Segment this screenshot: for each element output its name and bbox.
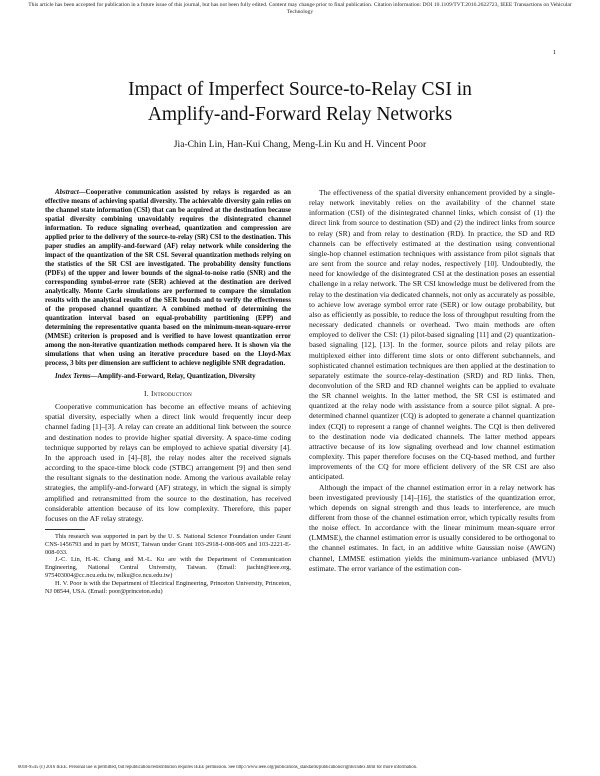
abstract-text: —Cooperative communication assisted by relays is regarded as an effective means of achieving spatial diversity. The achievable diversity gain relies on the channel state information (CSI) that can be acquired at the destination because spatial diversity combining unavoidably requires the disintegrated channel information. To reduce signaling overhead, quantization and compression are applied prior to the delivery of the source-to-relay (SR) CSI to the destination. This paper studies an amplify-and-forward (AF) relay network while considering the impact of the quantization of the SR CSI. Several quantization methods relying on the statistics of the SR CSI are investigated. The probability density functions (PDFs) of the upper and lower bounds of the signal-to-noise ratio (SNR) and the corresponding symbol-error rate (SER) achieved at the destination are derived analytically. Monte Carlo simulations are performed to compare the simulation results with the analytical results of the SER bounds and to verify the effectiveness of the proposed channel quantizer. A combined method of determining the quantization interval based on equal-probability partitioning (EPP) and determining the representative quanta based on the minimum-mean-square-error (MMSE) criterion is proposed and is verified to have lowest quantization error among the non-iterative quantization methods compared here. It is shown via the simulations that when using an iterative procedure based on the Lloyd-Max process, 3 bits per dimension are sufficient to achieve negligible SNR degradation. — [45, 189, 291, 367]
page-number: 1 — [552, 49, 556, 56]
section-number: I. — [144, 389, 149, 398]
index-terms-text: —Amplify-and-Forward, Relay, Quantization, Diversity — [90, 373, 256, 380]
right-column — [309, 188, 555, 574]
copyright-footer: 0018-9545 (c) 2016 IEEE. Personal use is permitted, but republication/redistribution requires IEEE permission. See http://www.ieee.org/publications_standards/publications/rights/index.html for more information. — [18, 765, 418, 770]
author-list: Jia-Chin Lin, Han-Kui Chang, Meng-Lin Ku and H. Vincent Poor — [173, 139, 427, 150]
index-terms-lead: Index Terms — [55, 373, 91, 380]
footnote-affiliation-ncu: J.-C. Lin, H.-K. Chang and M.-L. Ku are with the Department of Communication Engineering, National Central University, Taiwan. (Email: jiachin@ieee.org, 975403004@cc.ncu.edu.tw, mlku@ce.ncu.edu.tw) — [45, 556, 291, 580]
left-column — [45, 188, 291, 595]
footnote-funding: This research was supported in part by the U. S. National Science Foundation under Grant CNS-1456793 and in part by MOST, Taiwan under Grant 103-2918-I-008-005 and 103-2221-E-008-033. — [45, 533, 291, 556]
section-heading-introduction — [45, 389, 291, 399]
title-line-2: Amplify-and-Forward Relay Networks — [147, 104, 453, 125]
abstract — [45, 188, 291, 368]
index-terms — [45, 372, 291, 381]
intro-paragraph-1: Cooperative communication has become an effective means of achieving spatial diversity, especially when a direct link would frequently incur deep channel fading [1]–[3]. A relay can create an additional link between the source and destination nodes to provide higher spatial diversity. A space-time coding technique supported by relays can be employed to achieve spatial diversity [4]. In the approach used in [4]–[8], the relay nodes alter the received signals according to the space-time block code (STBC) arrangement [9] and then send the resultant signals to the destination node. Among the various available relay strategies, the amplify-and-forward (AF) strategy, in which the signal is simply amplified and retransmitted from the source to the destination, has received considerable attention because of its low complexity. Therefore, this paper focuses on the AF relay strategy. — [45, 402, 291, 523]
abstract-lead: Abstract — [55, 189, 79, 196]
journal-banner: This article has been accepted for publication in a future issue of this journal, but has not been fully edited. Content may change prior to final publication. Citation information: DOI 10.1109/TVT.2016.2622723, IEEE Transactions on Vehicular Technology — [28, 2, 572, 15]
section-title: Introduction — [150, 389, 192, 398]
footnote-rule — [45, 529, 85, 530]
intro-paragraph-2: The effectiveness of the spatial diversity enhancement provided by a single-relay network inevitably relies on the availability of the channel state information (CSI) of the disintegrated channel links, which consist of (1) the direct link from source to destination (SD) and (2) the indirect links from source to relay (SR) and from relay to destination (RD). In practice, the SD and RD channels can be effectively estimated at the destination using conventional single-hop channel estimation techniques with assistance from pilot signals that are sent from the source and relay nodes, respectively [10]. Undoubtedly, the need for knowledge of the disintegrated CSI at the destination poses an essential challenge in a relay network. The SR CSI knowledge must be delivered from the relay to the destination via dedicated channels, not only as accurately as possible, to achieve low average symbol error rate (SER) or low outage probability, but also as efficiently as possible, to reduce the loss of throughput resulting from the necessary dedicated channels or overhead. Two main methods are often employed to deliver the CSI: (1) pilot-based signaling [11] and (2) quantization-based signaling [12], [13]. In the former, source pilots and relay pilots are multiplexed either into different time slots or onto different subchannels, and sophisticated channel estimation techniques are then applied at the destination to separately estimate the source-relay-destination (SRD) and RD links. Then, deconvolution of the SRD and RD channel weights can be applied to evaluate the SR channel weights. In the latter method, the SR CSI is estimated and quantized at the relay node with assistance from a source pilot signal. A pre-determined channel quantizer (CQ) is adopted to generate a channel quantization index (CQI) to represent a range of channel weights. The CQI is then delivered to the destination node via dedicated channels. The latter method appears attractive because of its low signaling overhead and low channel estimation complexity. This paper therefore focuses on the CQ-based method, and further improvements of the CQ for more efficient delivery of the SR CSI are also anticipated. — [309, 188, 555, 482]
paper-title — [40, 77, 560, 127]
footnote-affiliation-princeton: H. V. Poor is with the Department of Electrical Engineering, Princeton University, Princeton, NJ 08544, USA. (Email: poor@princeton.edu) — [45, 579, 291, 595]
intro-paragraph-3: Although the impact of the channel estimation error in a relay network has been investigated previously [14]–[16], the statistics of the quantization error, which depends on signal strength and thus leads to interference, are much different from those of the channel estimation error, which typically results from the noise effect. In accordance with the linear minimum mean-square error (LMMSE), the channel estimation error is usually considered to be orthogonal to the channel estimates. In fact, in an additive white Gaussian noise (AWGN) channel, LMMSE estimation yields the minimum-variance unbiased (MVU) estimate. The error variance of the estimation con- — [309, 482, 555, 573]
title-line-1: Impact of Imperfect Source-to-Relay CSI in — [128, 79, 472, 100]
